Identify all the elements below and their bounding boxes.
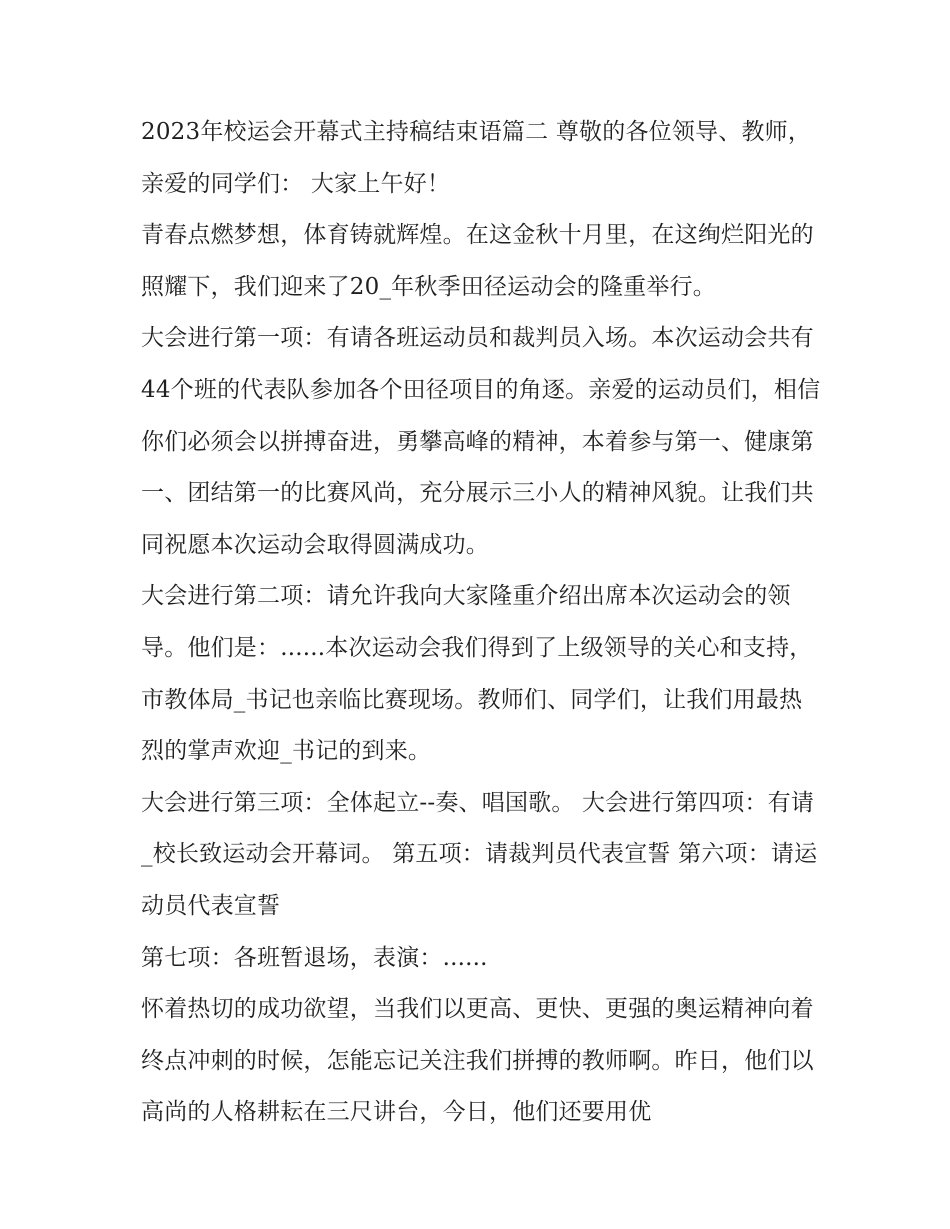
paragraph-item-one: 大会进行第一项：有请各班运动员和裁判员入场。本次运动会共有44个班的代表队参加各个田径项目的角逐。亲爱的运动员们，相信你们必须会以拼搏奋进，勇攀高峰的精神，本着参与第一、健康第一、团结第一的比赛风尚，充分展示三小人的精神风貌。让我们共同祝愿本次运动会取得圆满成功。 [141, 325, 821, 558]
paragraph-title-greeting: 2023年校运会开幕式主持稿结束语篇二 尊敬的各位领导、教师，亲爱的同学们： 大家上午好！ [141, 119, 812, 197]
document-body [141, 107, 821, 1139]
paragraph-opening: 青春点燃梦想，体育铸就辉煌。在这金秋十月里，在这绚烂阳光的照耀下，我们迎来了20_年秋季田径运动会的隆重举行。 [141, 222, 814, 300]
paragraph-item-two: 大会进行第二项：请允许我向大家隆重介绍出席本次运动会的领导。他们是：......本次运动会我们得到了上级领导的关心和支持，市教体局_书记也亲临比赛现场。教师们、同学们，让我们用最热烈的掌声欢迎_书记的到来。 [141, 583, 813, 765]
paragraph-teachers: 怀着热切的成功欲望，当我们以更高、更快、更强的奥运精神向着终点冲刺的时候，怎能忘记关注我们拼搏的教师啊。昨日，他们以高尚的人格耕耘在三尺讲台，今日，他们还要用优 [141, 996, 814, 1126]
paragraph-items-three-to-six: 大会进行第三项：全体起立--奏、唱国歌。 大会进行第四项：有请_校长致运动会开幕词。 第五项：请裁判员代表宣誓 第六项：请运动员代表宣誓 [141, 789, 818, 919]
paragraph-item-seven: 第七项：各班暂退场，表演：...... [141, 944, 488, 971]
